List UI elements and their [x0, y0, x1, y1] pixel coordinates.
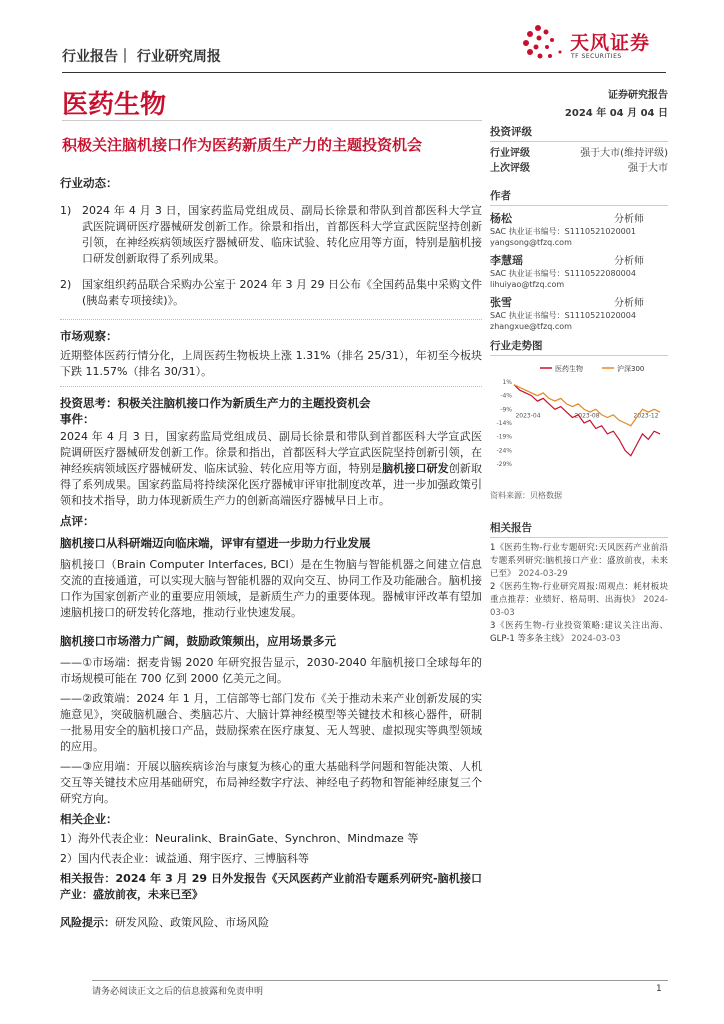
point-item: ——①市场端：据麦肯锡 2020 年研究报告显示，2030-2040 年脑机接口全球每年的市场规模可能在 700 亿到 2000 亿美元之间。 — [60, 656, 482, 685]
logo-text: 天风证券 — [570, 32, 651, 54]
x-tick-label: 2023-12 — [633, 412, 659, 420]
event-text-a: 2024 年 4 月 3 日，国家药监局党组成员、副局长徐景和带队到首都医科大学宣武医院调研医疗器械研发创新工作。徐景和指出，首都医科大学宣武医院坚持创新引领，在神经疾病领域医疗器械研发、临床试验、转化应用等方面，特别是 — [60, 430, 482, 475]
footer-divider — [92, 980, 668, 981]
rating-value: 强于大市(维持评级) — [580, 148, 668, 159]
legend-label: 医药生物 — [555, 365, 583, 373]
event-text-bold: 脑机接口研发 — [382, 462, 449, 475]
author-name: 李慧瑶 — [490, 254, 523, 267]
item-number: 1) — [60, 204, 72, 217]
author-name: 张雪 — [490, 296, 512, 309]
section-divider — [60, 319, 482, 320]
rating-value: 强于大市 — [628, 163, 668, 174]
related-text: 2024 年 3 月 29 日外发报告《天风医药产业前沿专题系列研究-脑机接口产业：盛放前夜，未来已至》 — [60, 872, 482, 901]
item-text: 国家组织药品联合采购办公室于 2024 年 3 月 29 日公布《全国药品集中采购文件(胰岛素专项接续)》。 — [82, 278, 482, 307]
rating-key: 行业评级 — [490, 148, 530, 159]
related-item-date: 2024-03-29 — [518, 569, 568, 579]
series-line — [514, 385, 660, 426]
main-content — [60, 175, 482, 935]
trend-chart — [490, 358, 668, 470]
author-email[interactable]: yangsong@tfzq.com — [490, 238, 572, 247]
report-kind: 证券研究报告 — [608, 90, 668, 101]
author-entry — [490, 294, 668, 332]
dynamics-heading: 行业动态： — [60, 176, 118, 190]
x-tick-label: 2023-08 — [574, 412, 600, 420]
y-tick-label: -14% — [496, 420, 512, 427]
company-item: 2）国内代表企业：诚益通、翔宇医疗、三博脑科等 — [60, 852, 309, 865]
y-tick-label: 1% — [502, 379, 512, 386]
page-number: 1 — [656, 984, 662, 994]
chart-source: 资料来源：贝格数据 — [490, 491, 562, 500]
dynamics-item — [60, 203, 482, 271]
sector-name: 医药生物 — [62, 90, 167, 120]
related-label: 相关报告： — [60, 872, 116, 885]
market-text: 近期整体医药行情分化，上周医药生物板块上涨 1.31%（排名 25/31），年初至今板块下跌 11.57%（排名 30/31）。 — [60, 349, 482, 378]
related-item-date: 2024-03-03 — [490, 595, 668, 618]
point-item: ——②政策端：2024 年 1 月，工信部等七部门发布《关于推动未来产业创新发展的实施意见》，突破脑机融合、类脑芯片、大脑计算神经模型等关键技术和核心器件，研制一批易用安全的脑机接口产品，鼓励探索在医疗康复、无人驾驶、虚拟现实等典型领域的应用。 — [60, 692, 482, 753]
author-heading: 作者 — [490, 188, 668, 206]
y-tick-label: -24% — [496, 447, 512, 455]
author-cert: SAC 执业证书编号：S1110521020001 — [490, 227, 636, 236]
logo-icon — [520, 20, 568, 68]
x-tick-label: 2023-04 — [515, 412, 541, 420]
author-email[interactable]: lihuiyao@tfzq.com — [490, 280, 565, 289]
page-title: 积极关注脑机接口作为医药新质生产力的主题投资机会 — [62, 136, 423, 154]
title-divider — [62, 120, 482, 121]
sub2-heading: 脑机接口市场潜力广阔，鼓励政策频出，应用场景多元 — [60, 634, 336, 648]
y-tick-label: -29% — [496, 461, 512, 468]
related-item-text: 3《医药生物-行业投资策略:建议关注出海、GLP-1 等多条主线》 — [490, 621, 668, 644]
related-panel — [490, 520, 668, 646]
author-cert: SAC 执业证书编号：S1110521020004 — [490, 311, 636, 320]
author-role: 分析师 — [614, 214, 644, 225]
rating-panel — [490, 124, 668, 176]
risk-text: 研发风险、政策风险、市场风险 — [115, 916, 269, 929]
sub1-heading: 脑机接口从科研端迈向临床端，评审有望进一步助力行业发展 — [60, 536, 371, 550]
author-role: 分析师 — [614, 298, 644, 309]
report-type: 行业报告｜ 行业研究周报 — [62, 49, 221, 65]
event-text-b: 创新取得了系列成果。国家药监局将持续深化医疗器械审评审批制度改革，进一步加强政策引领和技术指导，助力体现新质生产力的创新高端医疗器械早日上市。 — [60, 462, 483, 507]
y-tick-label: -19% — [496, 433, 512, 441]
rating-row — [490, 161, 668, 176]
sub1-text: 脑机接口（Brain Computer Interfaces, BCI）是在生物脑与智能机器之间建立信息交流的直接通道，可以实现大脑与智能机器的双向交互、协同工作及功能融合。脑机接口作为国家创新产业的重要应用领域，是新质生产力的重要体现。器械审评改革有望加速脑机接口的研发转化落地，推动行业快速发展。 — [60, 558, 482, 619]
logo-subtext: TF SECURITIES — [571, 53, 622, 60]
event-text — [60, 429, 482, 509]
point-item: ——③应用端：开展以脑疾病诊治与康复为核心的重大基础科学问题和智能决策、人机交互等关键技术应用基础研究，布局神经数字疗法、神经电子药物和智能神经康复三个研究方向。 — [60, 760, 482, 805]
author-panel — [490, 188, 668, 332]
event-heading: 事件： — [60, 412, 95, 426]
related-item-text: 2《医药生物-行业研究周报:周观点：耗材板块重点推荐：业绩好、格局明、出海快》 — [490, 582, 668, 605]
rating-heading: 投资评级 — [490, 124, 668, 142]
y-tick-label: -4% — [500, 392, 512, 400]
author-email[interactable]: zhangxue@tfzq.com — [490, 322, 572, 331]
dynamics-item — [60, 277, 482, 313]
related-item[interactable] — [490, 620, 668, 646]
related-item[interactable] — [490, 542, 668, 581]
item-text: 2024 年 4 月 3 日，国家药监局党组成员、副局长徐景和带队到首都医科大学宣武医院调研医疗器械研发创新工作。徐景和指出，首都医科大学宣武医院坚持创新引领，在神经疾病领域医疗器械研发、临床试验、转化应用等方面，特别是脑机接口研发创新取得了系列成果。 — [82, 204, 482, 265]
author-role: 分析师 — [614, 256, 644, 267]
section-divider — [60, 386, 482, 387]
risk-line — [60, 915, 482, 931]
trend-heading: 行业走势图 — [490, 338, 668, 356]
author-cert: SAC 执业证书编号：S1110522080004 — [490, 269, 636, 278]
related-report-line — [60, 871, 482, 903]
y-tick-label: -9% — [500, 406, 512, 414]
report-date: 2024 年 04 月 04 日 — [564, 108, 668, 119]
risk-label: 风险提示： — [60, 916, 115, 929]
header-divider — [62, 72, 666, 73]
trend-panel — [490, 338, 668, 360]
author-name: 杨松 — [490, 212, 512, 225]
companies-heading: 相关企业： — [60, 812, 118, 826]
author-entry — [490, 210, 668, 248]
related-item[interactable] — [490, 581, 668, 620]
company-item: 1）海外代表企业：Neuralink、BrainGate、Synchron、Mindmaze 等 — [60, 832, 419, 845]
related-item-date: 2024-03-03 — [571, 634, 621, 644]
rating-key: 上次评级 — [490, 163, 530, 174]
footer-disclaimer: 请务必阅读正文之后的信息披露和免责申明 — [92, 987, 264, 997]
market-heading: 市场观察： — [60, 329, 118, 343]
related-item-text: 1《医药生物-行业专题研究:天风医药产业前沿专题系列研究:脑机接口产业：盛放前夜，未来已至》 — [490, 543, 668, 579]
author-entry — [490, 252, 668, 290]
invest-heading: 投资思考：积极关注脑机接口作为新质生产力的主题投资机会 — [60, 396, 371, 410]
item-number: 2) — [60, 278, 72, 291]
rating-row — [490, 146, 668, 161]
related-heading: 相关报告 — [490, 520, 668, 538]
legend-label: 沪深300 — [617, 365, 645, 373]
comment-heading: 点评： — [60, 514, 95, 528]
